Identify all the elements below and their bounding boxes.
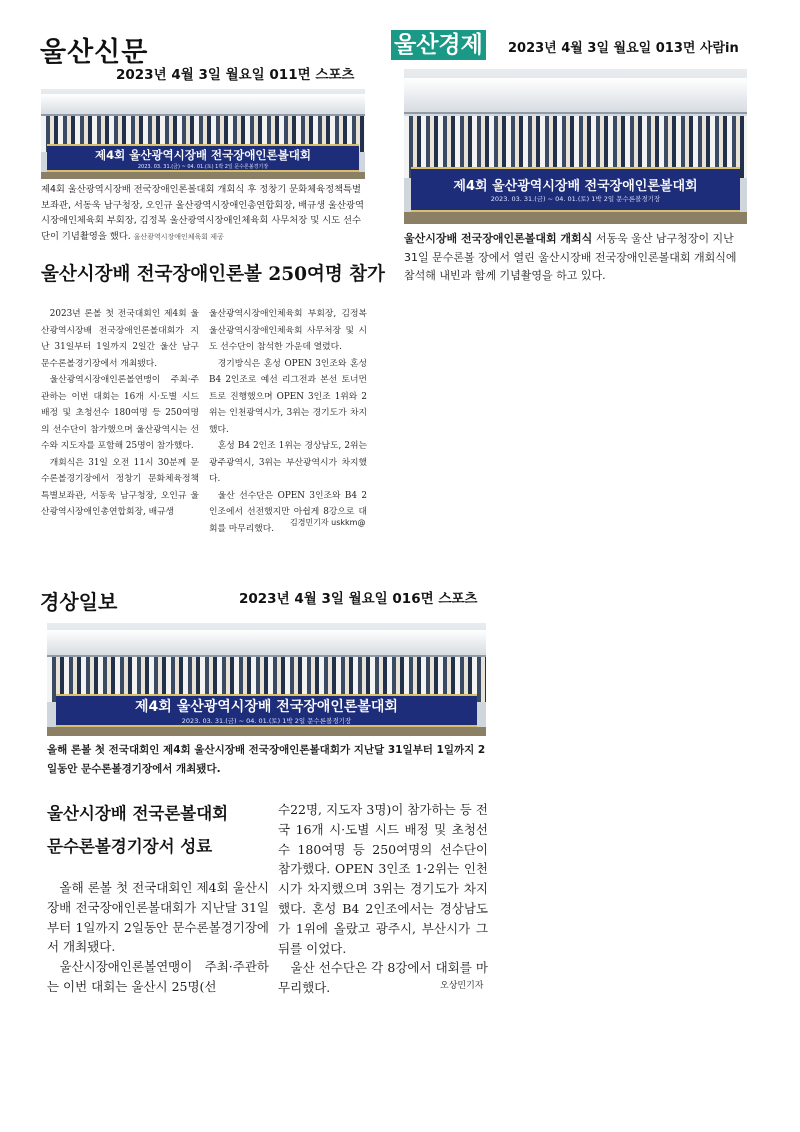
ulsan-sinmun-col-2 — [209, 306, 367, 537]
banner-title: 제4회 울산광역시장배 전국장애인론볼대회 — [95, 147, 311, 162]
gyeongsang-ilbo-caption: 올해 론볼 첫 전국대회인 제4회 울산시장배 전국장애인론볼대회가 지난달 31일부터 1일까지 2일동안 문수론볼경기장에서 개최됐다. — [47, 744, 486, 775]
paragraph: 경기방식은 혼성 OPEN 3인조와 혼성 B4 2인조로 예선 리그전과 본선 토너먼트로 진행했으며 OPEN 3인조 1위와 2위는 인천광역시가, 3위는 경기도가 차지했다. — [209, 358, 367, 435]
gyeongsang-ilbo-photo — [47, 623, 486, 736]
caption-text: 제4회 울산광역시장배 전국장애인론볼대회 개회식 후 정창기 문화체육정책특별보좌관, 서동욱 남구청장, 오인규 울산광역시장애인총연합회장, 배규생 울산광역시장애인체육회 부회장, 김정복 울산광역시장애인체육회 사무처장 및 시도 선수단이 기념촬영을 했다. — [41, 184, 364, 242]
banner-title: 제4회 울산광역시장배 전국장애인론볼대회 — [135, 698, 398, 715]
ulsan-sinmun-caption — [41, 182, 365, 245]
banner-subtitle: 2023. 03. 31.(금) ~ 04. 01.(토) 1박 2일 문수론볼경기장 — [181, 716, 352, 725]
paragraph: 혼성 B4 2인조 1위는 경상남도, 2위는 광주광역시, 3위는 부산광역시가 차지했다. — [209, 441, 367, 484]
caption-source: 울산광역시장애인체육회 제공 — [133, 232, 224, 241]
gyeongsang-ilbo-headline-2: 문수론볼경기장서 성료 — [47, 837, 213, 856]
banner-subtitle: 2023. 03. 31.(금) ~ 04. 01.(토) 1박 2일 문수론볼경기장 — [490, 195, 661, 204]
paragraph: 울산 선수단은 OPEN 3인조와 B4 2인조에서 선전했지만 아쉽게 8강으로 대회를 마무리했다. — [209, 490, 367, 534]
gyeongsang-ilbo-col-1 — [47, 878, 269, 997]
paragraph: 개회식은 31일 오전 11시 30분께 문수론볼경기장에서 정창기 문화체육정책특별보좌관, 서동욱 남구청장, 오인규 울산광역시장애인총연합회장, 배규생 — [41, 457, 199, 517]
paragraph: 울산시장애인론볼연맹이 주최·주관하는 이번 대회는 울산시 25명(선 — [47, 959, 269, 994]
caption-title: 울산시장배 전국장애인론볼대회 개회식 — [404, 232, 593, 245]
ulsan-sinmun-headline: 울산시장배 전국장애인론볼 250여명 참가 — [41, 264, 385, 285]
ulsan-sinmun-col-1 — [41, 306, 199, 521]
banner-title: 제4회 울산광역시장배 전국장애인론볼대회 — [453, 179, 698, 195]
banner-subtitle: 2023. 03. 31.(금) ~ 04. 01.(토) 1박 2일 문수론볼경기장 — [137, 163, 269, 170]
gyeongsang-ilbo-brand: 경상일보 — [40, 590, 118, 614]
gyeongsang-ilbo-date-line: 2023년 4월 3일 월요일 016면 스포츠 — [239, 591, 478, 607]
paragraph: 울산광역시장애인체육회 부회장, 김정복 울산광역시장애인체육회 사무처장 및 시도 선수단이 참석한 가운데 열렸다. — [209, 309, 367, 352]
ulsan-sinmun-photo — [41, 89, 365, 179]
paragraph: 2023년 론볼 첫 전국대회인 제4회 울산광역시장배 전국장애인론볼대회가 지난 31일부터 1일까지 2일간 울산 남구 문수론볼경기장에서 개최됐다. — [41, 309, 199, 369]
gyeongsang-ilbo-col-2 — [278, 800, 488, 998]
gyeongsang-ilbo-byline: 오상민기자 — [440, 981, 484, 991]
ulsan-sinmun-brand: 울산신문 — [40, 37, 149, 68]
gyeongsang-ilbo-headline-1: 울산시장배 전국론볼대회 — [47, 804, 229, 823]
paragraph: 울산 선수단은 각 8강에서 대회를 마무리했다. — [278, 960, 488, 996]
paragraph: 올해 론볼 첫 전국대회인 제4회 울산시장배 전국장애인론볼대회가 지난달 31일부터 1일까지 2일동안 문수론볼경기장에서 개최됐다. — [47, 880, 269, 955]
ulsan-gyeongje-date-line: 2023년 4월 3일 월요일 013면 사람in — [508, 41, 739, 56]
paragraph: 수22명, 지도자 3명)이 참가하는 등 전국 16개 시·도별 시드 배정 및 초청선수 180여명 등 250여명의 선수단이 참가했다. OPEN 3인조 1·2위는 인천시가 차지했으며 3위는 경기도가 차지했다. 혼성 B4 2인조에서는 경상남도가 1위에 올랐고 광주시, 부산시가 그 뒤를 이었다. — [278, 802, 488, 956]
caption-rest: 장에서 열린 울산시장배 전국장애인론볼대회 개회식에 참석해 내빈과 함께 기념촬영을 하고 있다. — [404, 250, 737, 282]
ulsan-gyeongje-caption — [404, 230, 749, 286]
paragraph: 울산광역시장애인론볼연맹이 주최·주관하는 이번 대회는 16개 시·도별 시드 배정 및 초청선수 180여명 등 250여명의 선수단이 참가했으며 울산광역시는 선수와 지도자를 포함해 25명이 참가했다. — [41, 375, 199, 451]
ulsan-gyeongje-photo — [404, 69, 747, 224]
caption-lead: 서동욱 울산 남구청장이 지난 31일 문수론볼 — [404, 232, 734, 264]
ulsan-sinmun-byline: 김경민기자 uskkm@ — [290, 518, 366, 527]
ulsan-gyeongje-brand: 울산경제 — [391, 30, 486, 60]
ulsan-sinmun-date-line: 2023년 4월 3일 월요일 011면 스포츠 — [116, 67, 355, 83]
